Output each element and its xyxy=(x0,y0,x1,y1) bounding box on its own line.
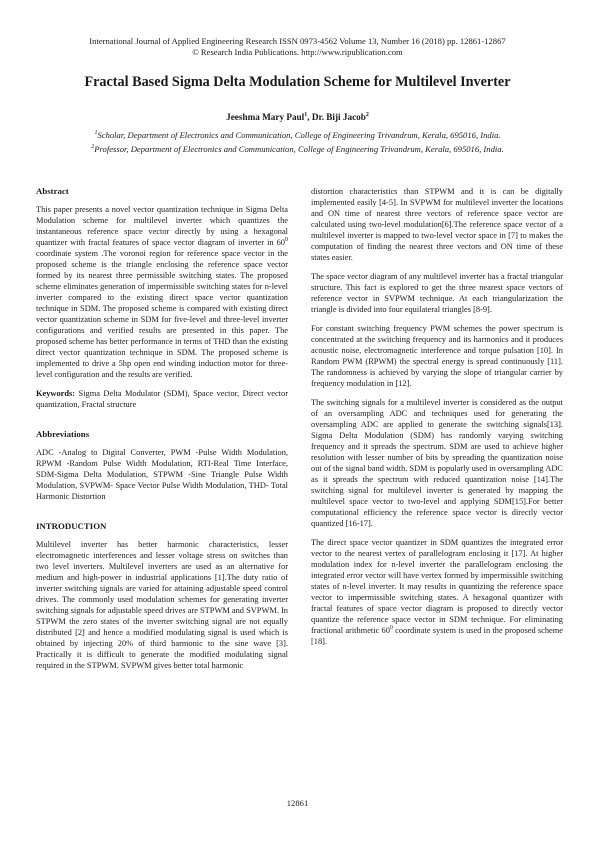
body-paragraph: The switching signals for a multilevel inverter is considered as the output of an oversampling ADC and techniques used for generating the oversampling ADC are applied to generate the switching signals[13]. Sigma Delta Modulation (SDM) has randomly varying switching frequency and it spreads the spectrum. SDM are used to achieve higher resolution with lesser number of bits by spreading the quantization noise out of the signal band width. SDM is popularly used in oversampling ADC as it spreads the spectrum with reduced quantization noise [14].The switching signal for multilevel inverter is generated by mapping the multilevel space vector to two-level and applying SDM[15].For better computational efficiency the reference space vector is directly vector quantized [16-17]. xyxy=(311,398,563,528)
body-text-part: The direct space vector quantizer in SDM quantizes the integrated error vector to the nearest vertex of parallelogram enclosing it [17]. At higher modulation index for n-level inverter the parallelogram enclosing the integrated error vector will have vertex formed by impermissible switching states of n-level inverter. It may results in quantizing the reference space vector to impermissible switching states. A hexagonal quantizer with fractal features of space vector diagram is proposed to directly vector quantize the reference space vector in SDM technique. For eliminating fractional arithmetic 60 xyxy=(311,538,563,635)
abstract-text xyxy=(36,204,288,380)
journal-citation: International Journal of Applied Engineering Research ISSN 0973-4562 Volume 13, Number 16 (2018) pp. 12861-12867 xyxy=(89,36,506,46)
affiliation-mark: 2 xyxy=(91,144,95,151)
body-paragraph: The space vector diagram of any multilevel inverter has a fractal triangular structure. This fact is explored to get the three nearest space vectors of reference vector in SVPWM technique. At each triangularization the triangle is divided into four equilateral triangles [8-9]. xyxy=(311,272,563,314)
keywords xyxy=(36,388,288,410)
affiliation xyxy=(30,130,565,140)
author-separator: , xyxy=(307,112,312,122)
introduction-heading: INTRODUCTION xyxy=(36,521,107,531)
author-name: Dr. Biji Jacob xyxy=(311,112,366,122)
author-affil-mark: 1 xyxy=(304,111,308,118)
page-number: 12861 xyxy=(286,798,309,808)
introduction-text: Multilevel inverter has better harmonic characteristics, lesser electromagnetic interferences and lesser voltage stress on switches than two level inverters. Multilevel inverters are used as an alternative for medium and high-power in industrial applications [1].The duty ratio of inverter switching signals are varied for attaining adjustable speed control drives. The commonly used modulation schemes for generating inverter switching signals for adjustable speed drives are STPWM and SVPWM. In STPWM the zero states of the inverter switching signal are not equally distributed [2] and hence a modified modulating signal is used which is obtained by injecting 20% of third harmonic to the sine wave [3]. Practically it is difficult to generate the modified modulating signal required in the STPWM. SVPWM gives better total harmonic xyxy=(36,540,288,670)
body-paragraph: For constant switching frequency PWM schemes the power spectrum is concentrated at the switching frequency and its harmonics and it produces acoustic noise, electromagnetic interference and torque pulsation [10]. In Random PWM (RPWM) the spectral energy is spread continuously [11]. The randomness is achieved by varying the slope of triangular carrier by frequency modulation in [12]. xyxy=(311,324,563,388)
abbreviations-text: ADC -Analog to Digital Converter, PWM -Pulse Width Modulation, RPWM -Random Pulse Width Modulation, RTI-Real Time Interface, SDM-Sigma Delta Modulation, STPWM -Sine Triangle Pulse Width Modulation, SVPWM- Space Vector Pulse Width Modulation, THD- Total Harmonic Distortion xyxy=(36,448,288,501)
keywords-text: Sigma Delta Modulator (SDM), Space vector, Direct vector quantization, Fractal structure xyxy=(36,389,288,409)
body-paragraph: distortion characteristics than STPWM and it is can be digitally implemented easily [4-5]. In SVPWM for multilevel inverter the locations and ON time of nearest three vectors of reference space vector are calculated using two-level modulation[6].The reference space vector of a multilevel inverter is mapped to two-level vector space in [7] to makes the computation of finding the nearest three vectors and ON time of these states easier. xyxy=(311,187,563,262)
body-paragraph xyxy=(311,537,563,647)
journal-header xyxy=(40,36,555,58)
degree-superscript: 0 xyxy=(389,625,393,632)
affiliation-text: Professor, Department of Electronics and Communication, College of Engineering Trivandrum, Kerala, 695016, India. xyxy=(94,144,504,154)
journal-publisher: © Research India Publications. http://www.ripublication.com xyxy=(192,47,403,57)
abstract-text-part: This paper presents a novel vector quantization technique in Sigma Delta Modulation scheme for multilevel inverter which quantizes the instantaneous reference space vector directly by using a hexagonal quantizer with fractal features of space vector diagram of inverter in 60 xyxy=(36,205,288,247)
keywords-label: Keywords: xyxy=(36,389,76,398)
affiliation-mark: 1 xyxy=(94,130,98,137)
author-affil-mark: 2 xyxy=(365,111,369,118)
affiliation xyxy=(30,144,565,154)
left-column xyxy=(36,186,288,679)
degree-superscript: 0 xyxy=(285,237,288,244)
author-name: Jeeshma Mary Paul xyxy=(226,112,305,122)
right-column xyxy=(311,186,563,655)
abstract-text-part: coordinate system .The voronoi region for reference space vector in the proposed scheme is the triangle enclosing the reference space vector formed by its nearest three permissible switching states. The proposed scheme eliminates generation of impermissible switching states for n-level inverter compared to the existing direct space vector quantization technique in SDM. The proposed scheme is compared with existing direct vector quantization scheme in SDM for five-level and three-level inverter configurations and verified results are presented in this paper. The proposed scheme has better performance in terms of THD than the existing direct vector quantization technique in SDM. The proposed scheme is implemented to drive a 5hp open end winding induction motor for three-level configuration and the results are verified. xyxy=(36,249,288,379)
paper-title: Fractal Based Sigma Delta Modulation Scheme for Multilevel Inverter xyxy=(84,74,511,90)
abbreviations-heading: Abbreviations xyxy=(36,429,90,439)
affiliation-text: Scholar, Department of Electronics and Communication, College of Engineering Trivandrum, Kerala, 695016, India. xyxy=(97,130,501,140)
abstract-heading: Abstract xyxy=(36,186,69,196)
author-line xyxy=(40,112,555,122)
body-text-part: coordinate system is used in the proposed scheme [18]. xyxy=(311,626,563,646)
